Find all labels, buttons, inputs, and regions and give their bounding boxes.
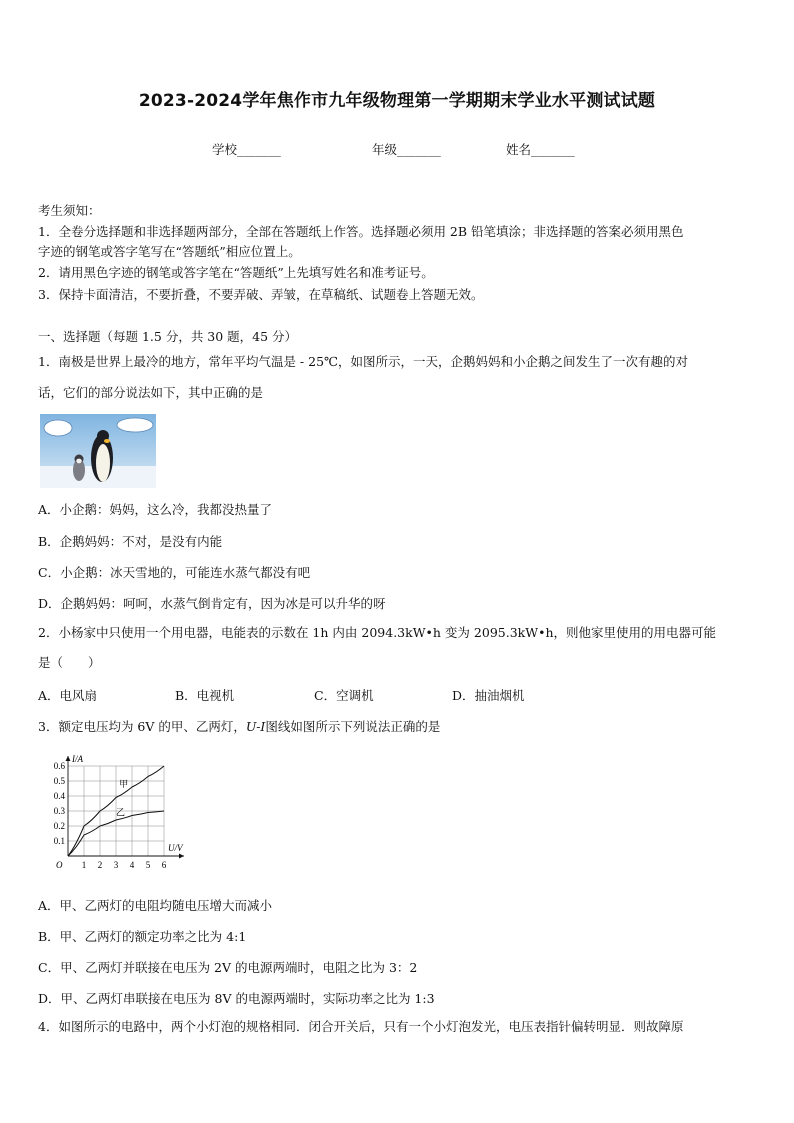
y-tick-label: 0.3 [53,806,65,816]
notice-item-1: 1．全卷分选择题和非选择题两部分，全部在答题纸上作答。选择题必须用 2B 铅笔填涂；非选择题的答案必须用黑色 [38,224,684,239]
x-tick-label: 6 [161,860,167,870]
x-tick-label: 5 [145,860,151,870]
y-tick-label: 0.6 [53,761,65,771]
q3-option-d: D．甲、乙两灯串联接在电压为 8V 的电源两端时，实际功率之比为 1:3 [38,991,435,1006]
q1-option-a: A．小企鹅：妈妈，这么冷，我都没热量了 [38,502,273,517]
y-tick-label: 0.2 [53,821,65,831]
x-axis-label: U/V [168,843,183,853]
y-tick-label: 0.4 [53,791,65,801]
x-tick-label: 3 [113,860,119,870]
grade-field: 年级_______ [372,142,441,157]
ui-chart [42,752,192,878]
q1-stem-line2: 话，它们的部分说法如下，其中正确的是 [38,385,264,400]
q1-option-d: D．企鹅妈妈：呵呵，水蒸气倒肯定有，因为冰是可以升华的呀 [38,596,386,611]
x-axis-arrow [179,854,184,859]
q3-stem-pre: 3．额定电压均为 6V 的甲、乙两灯， [38,719,246,734]
q3-stem [38,711,756,742]
q2-option-a: A．电风扇 [38,688,98,703]
notice-item-2: 2．请用黑色字迹的钢笔或答字笔在“答题纸”上先填写姓名和准考证号。 [38,265,434,280]
y-axis-label: I/A [72,754,83,764]
q3-stem-ui: U-I [245,719,266,734]
section-heading: 一、选择题（每题 1.5 分，共 30 题，45 分） [38,329,298,344]
notice-heading: 考生须知： [38,203,101,218]
q2-option-d: D．抽油烟机 [452,688,525,703]
q3-option-b: B．甲、乙两灯的额定功率之比为 4:1 [38,929,247,944]
page-title: 2023-2024学年焦作市九年级物理第一学期期末学业水平测试试题 [138,91,656,111]
y-axis-arrow [66,756,71,761]
q1-option-c: C．小企鹅：冰天雪地的，可能连水蒸气都没有吧 [38,565,311,580]
x-tick-label: 4 [129,860,135,870]
q1-stem-line1: 1．南极是世界上最冷的地方，常年平均气温是 - 25℃，如图所示，一天，企鹅妈妈和小企鹅之间发生了一次有趣的对 [38,354,689,369]
penguin-image [40,414,156,488]
x-tick-label: 1 [81,860,87,870]
q2-option-b: B．电视机 [175,688,235,703]
q1-option-b: B．企鹅妈妈：不对，是没有内能 [38,534,223,549]
q2-stem-line2: 是（ ） [38,655,101,670]
y-tick-label: 0.1 [53,836,65,846]
notice-item-1-cont: 字迹的钢笔或答字笔写在“答题纸”相应位置上。 [38,244,301,259]
origin-label: O [56,860,63,870]
q3-option-a: A．甲、乙两灯的电阻均随电压增大而减小 [38,898,273,913]
y-tick-label: 0.5 [53,776,65,786]
q3-option-c: C．甲、乙两灯并联接在电压为 2V 的电源两端时，电阻之比为 3：2 [38,960,418,975]
x-tick-label: 2 [97,860,103,870]
q2-option-c: C．空调机 [314,688,374,703]
name-field: 姓名_______ [506,142,575,157]
notice-item-3: 3．保持卡面清洁，不要折叠，不要弄破、弄皱，在草稿纸、试题卷上答题无效。 [38,287,484,302]
series-label-2: 乙 [116,807,126,818]
q3-stem-post: 图线如图所示下列说法正确的是 [265,719,441,734]
series-label-1: 甲 [119,779,129,789]
q4-stem-line1: 4．如图所示的电路中，两个小灯泡的规格相同．闭合开关后，只有一个小灯泡发光，电压表指针偏转明显．则故障原 [38,1019,684,1034]
q2-stem-line1: 2．小杨家中只使用一个用电器，电能表的示数在 1h 内由 2094.3kW•h 变为 2095.3kW•h，则他家里使用的用电器可能 [38,625,716,640]
school-field: 学校_______ [212,142,281,157]
